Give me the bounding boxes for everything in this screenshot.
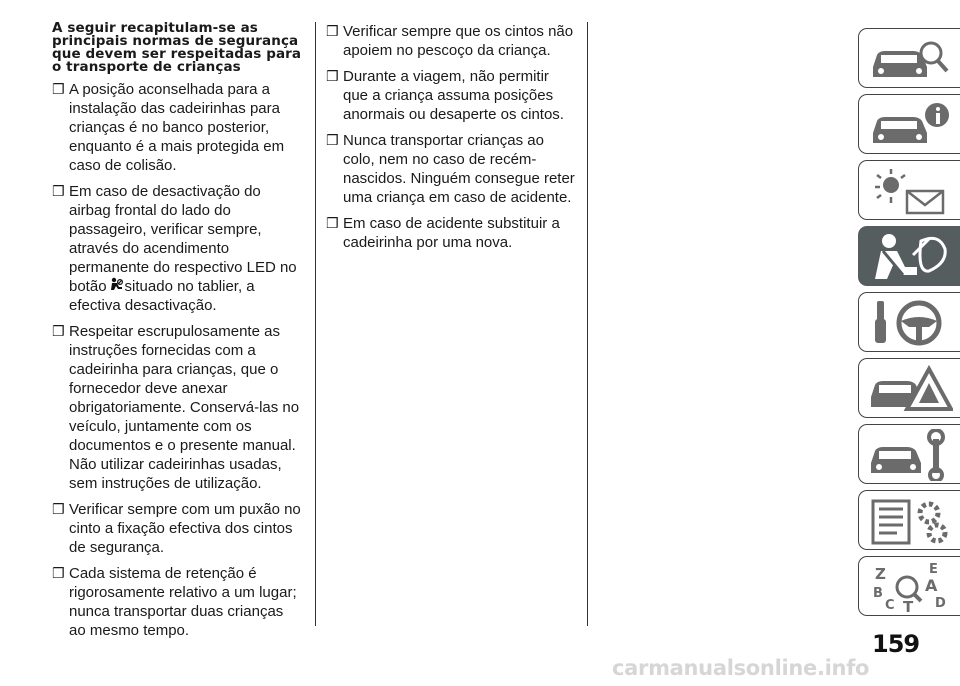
- list-item-text: Nunca transportar crianças ao colo, nem no caso de recém-nascidos. Ninguém consegue reter uma criança em caso de acidente.: [343, 132, 575, 206]
- index-letter: D: [935, 596, 946, 611]
- tab-emergency[interactable]: [858, 358, 960, 418]
- index-letter: A: [925, 576, 938, 595]
- list-item: [52, 564, 302, 640]
- checkbox-bullet: ❒: [52, 81, 65, 97]
- list-item-text: Respeitar escrupulosamente as instruções fornecidas com a cadeirinha para crianças, que o fornecedor deve anexar obrigatoriamente. Conservá-las no veículo, juntamente com os documentos e o presente manual. Não utilizar cadeirinhas usadas, sem instruções de utilização.: [69, 323, 300, 492]
- tab-car-search[interactable]: [858, 28, 960, 88]
- checkbox-bullet: ❒: [326, 68, 339, 84]
- list-item: [52, 80, 302, 175]
- tab-car-info[interactable]: [858, 94, 960, 154]
- list-item-text: Durante a viagem, não permitir que a criança assuma posições anormais ou desaperte os cintos.: [343, 68, 564, 123]
- list-item-text: situado no tablier, a efectiva desactivação.: [69, 278, 255, 314]
- car-search-icon: [867, 33, 953, 85]
- index-letter: C: [885, 598, 895, 613]
- checkbox-bullet: ❒: [52, 501, 65, 517]
- column-divider-right: [587, 22, 588, 626]
- tab-technical-specs[interactable]: [858, 490, 960, 550]
- list-item-text: Verificar sempre com um puxão no cinto a fixação efectiva dos cintos de segurança.: [69, 501, 301, 556]
- index-letter: Z: [875, 565, 886, 583]
- list-item: [326, 131, 578, 207]
- list-item-text: Verificar sempre que os cintos não apoiem no pescoço da criança.: [343, 23, 574, 59]
- list-item: [326, 22, 578, 60]
- watermark: carmanualsonline.info: [612, 656, 870, 680]
- list-item-text: A posição aconselhada para a instalação das cadeirinhas para crianças é no banco posterior, enquanto é a mais protegida em caso de colisão.: [69, 81, 285, 174]
- list-item-text: Em caso de acidente substituir a cadeirinha por uma nova.: [343, 215, 560, 251]
- tab-starting-driving[interactable]: [858, 292, 960, 352]
- car-warning-triangle-icon: [867, 363, 953, 415]
- text-column-right: [326, 22, 578, 259]
- airbag-seatbelt-icon: [867, 231, 953, 283]
- tab-maintenance[interactable]: [858, 424, 960, 484]
- list-item: [52, 182, 302, 315]
- index-letter: B: [873, 586, 883, 601]
- checkbox-bullet: ❒: [326, 23, 339, 39]
- tab-index[interactable]: [858, 556, 960, 616]
- steering-wheel-key-icon: [867, 297, 953, 349]
- warning-lights-mail-icon: [867, 165, 953, 217]
- airbag-off-icon: [108, 277, 124, 293]
- index-letter: T: [903, 598, 914, 613]
- checkbox-bullet: ❒: [326, 215, 339, 231]
- tab-warning-lights[interactable]: [858, 160, 960, 220]
- checkbox-bullet: ❒: [52, 183, 65, 199]
- car-info-icon: [867, 99, 953, 151]
- text-column-left: [52, 22, 302, 647]
- list-item: [326, 67, 578, 124]
- checkbox-bullet: ❒: [52, 323, 65, 339]
- alphabetical-index-icon: [867, 561, 953, 613]
- checkbox-bullet: ❒: [326, 132, 339, 148]
- section-heading: A seguir recapitulam-se as principais normas de segurança que devem ser respeitadas para o transporte de crianças: [52, 20, 302, 75]
- column-divider-left: [315, 22, 316, 626]
- list-item-text: Em caso de desactivação do airbag frontal do lado do passageiro, verificar sempre, através do acendimento permanente do respectivo LED no botão: [69, 183, 297, 295]
- list-item: [52, 500, 302, 557]
- chapter-tabs: [858, 28, 960, 622]
- specifications-gear-icon: [867, 495, 953, 547]
- index-letter: E: [929, 562, 938, 577]
- car-wrench-icon: [867, 429, 953, 481]
- list-item-text: Cada sistema de retenção é rigorosamente relativo a um lugar; nunca transportar duas crianças ao mesmo tempo.: [69, 565, 297, 639]
- tab-safety[interactable]: [858, 226, 960, 286]
- list-item: [52, 322, 302, 493]
- checkbox-bullet: ❒: [52, 565, 65, 581]
- page-number: 159: [872, 630, 920, 658]
- list-item: [326, 214, 578, 252]
